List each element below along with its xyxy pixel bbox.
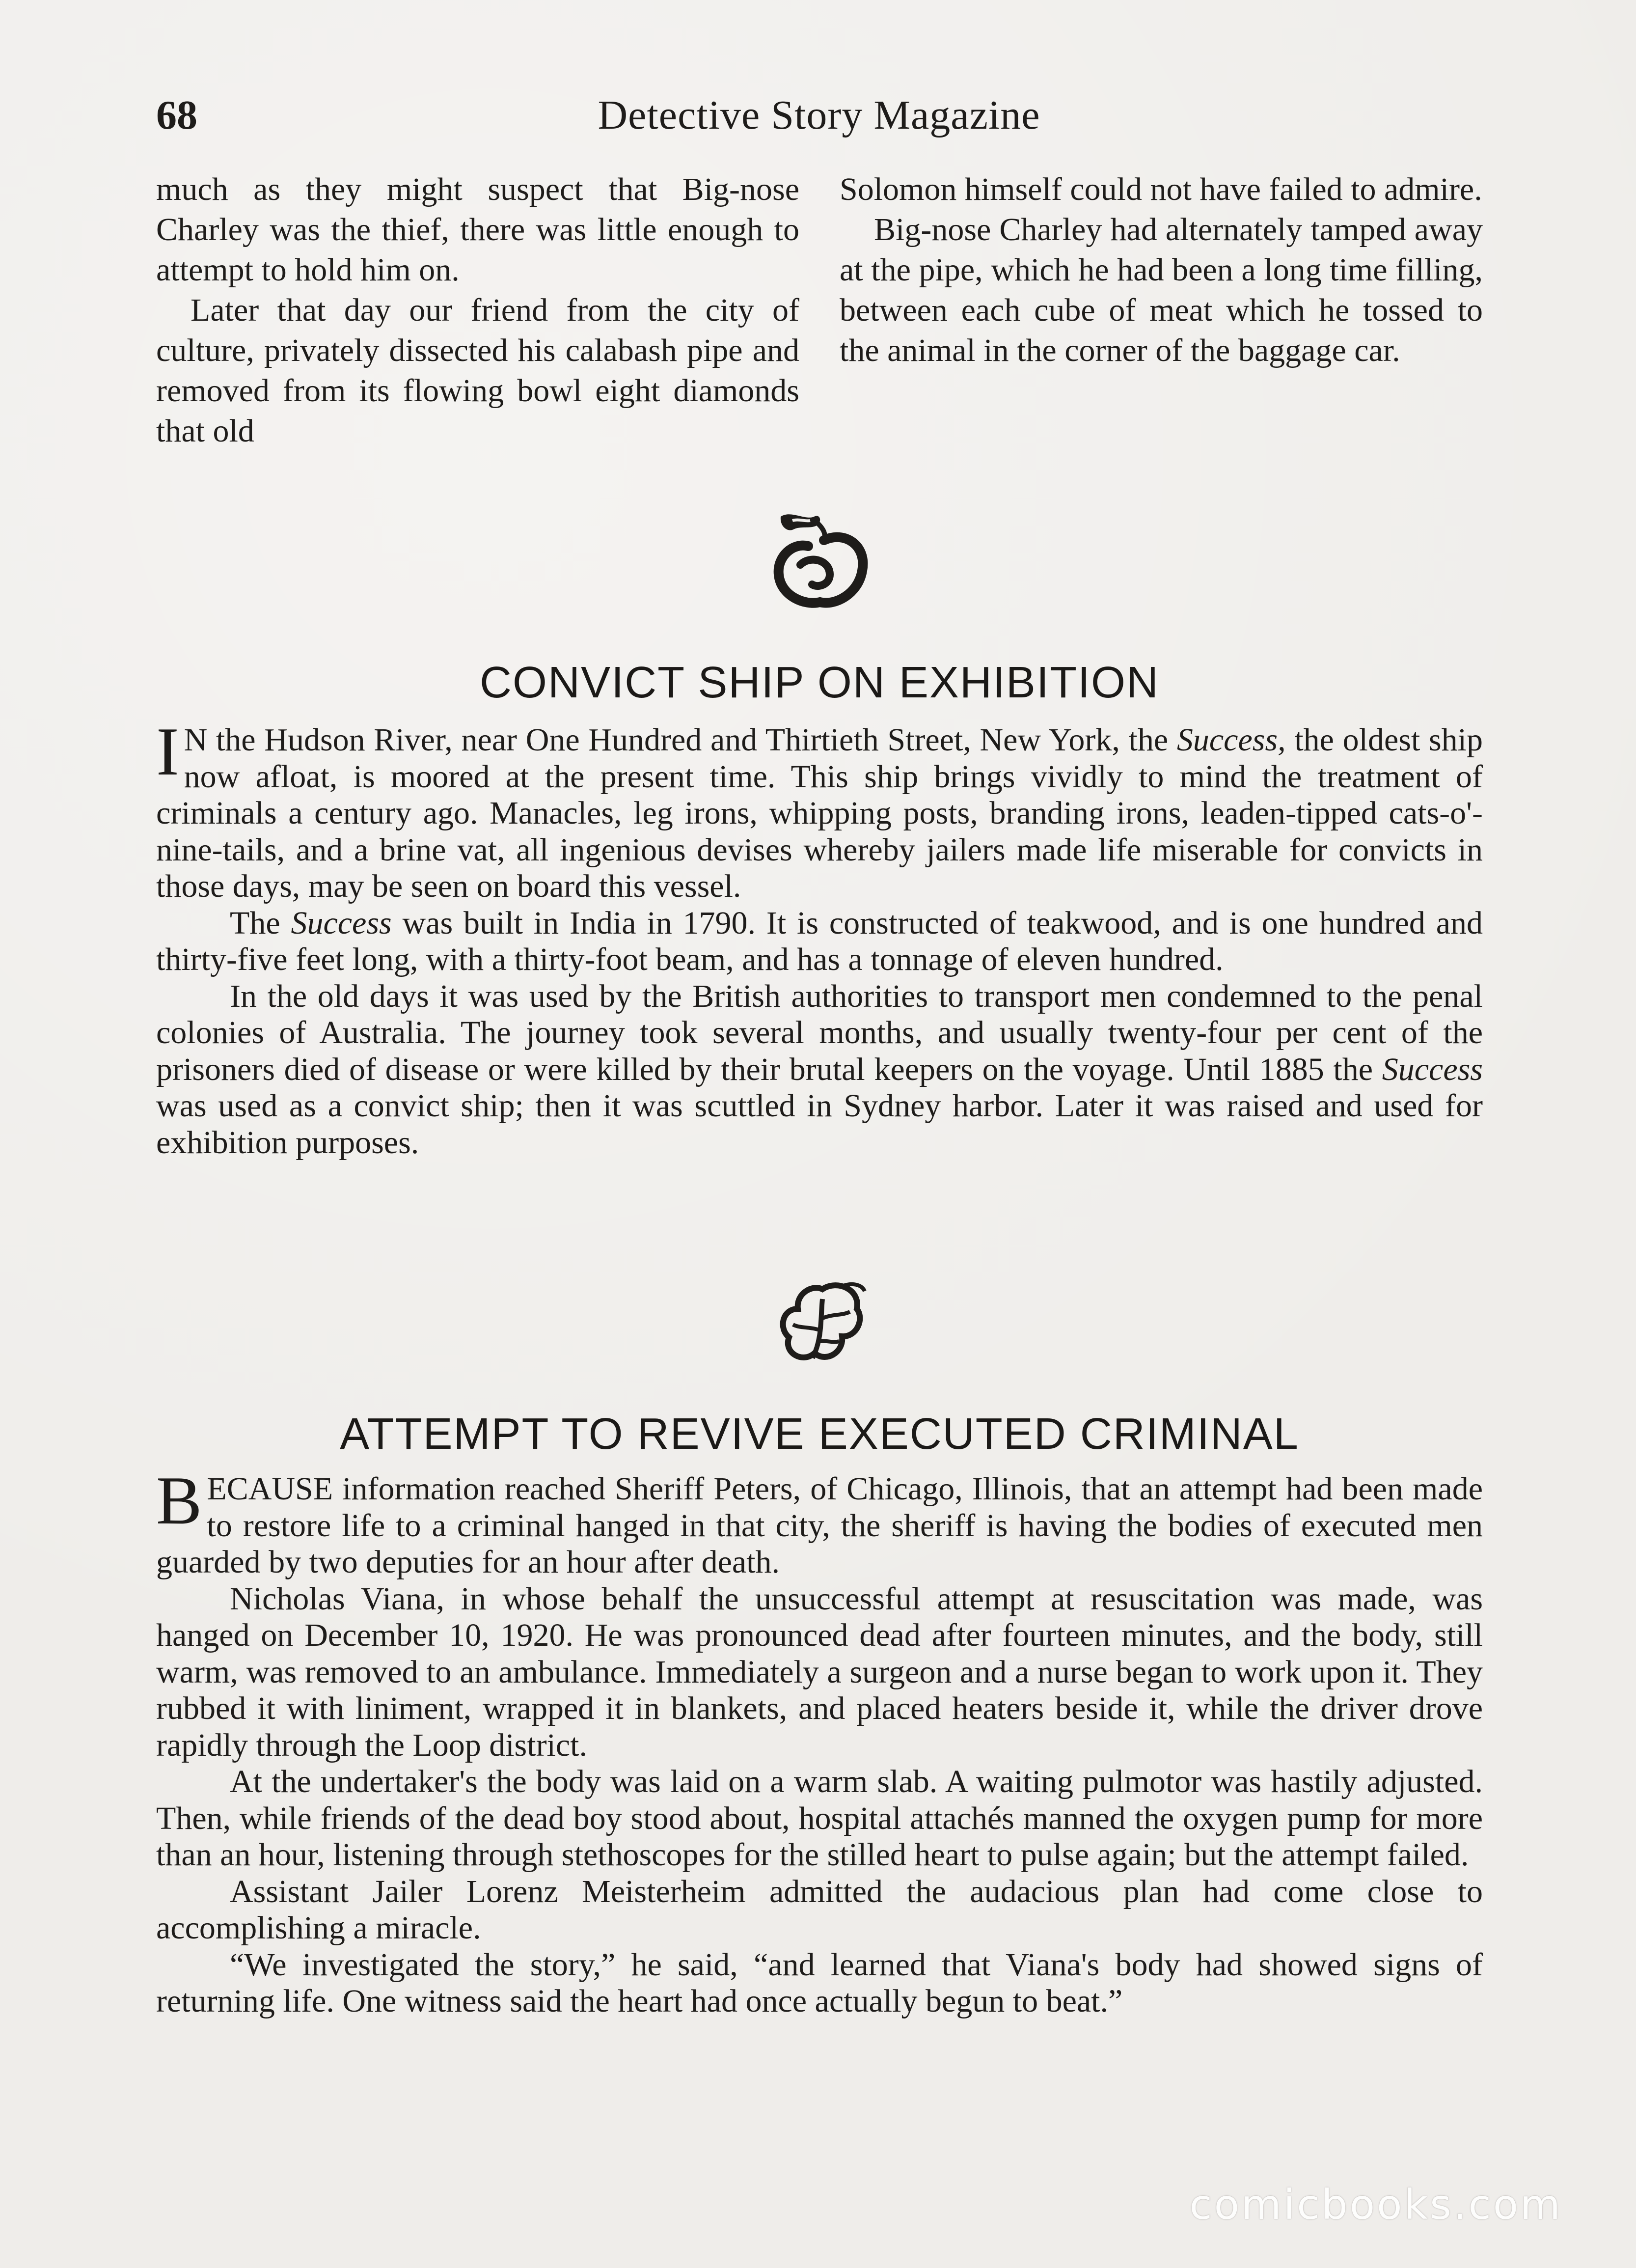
text-run: was used as a convict ship; then it was scuttled in Sydney harbor. Later it was raised and used for exhibition purposes. <box>156 1088 1483 1161</box>
article-1-paragraph-3 <box>156 978 1483 1162</box>
article-2-paragraph-1 <box>156 1463 1483 1581</box>
leaf-ornament-icon <box>778 1279 867 1368</box>
article-2-paragraph-3: At the undertaker's the body was laid on a warm slab. A waiting pulmotor was hastily adjusted. Then, while friends of the dead boy stood about, hospital attachés manned the oxygen pump for more than an hour, listening through stethoscopes for the stilled heart to pulse again; but the attempt failed. <box>156 1764 1483 1873</box>
text-run: N the Hudson River, near One Hundred and Thirtieth Street, New York, the <box>184 722 1177 758</box>
watermark: comicbooks.com <box>1189 2181 1562 2229</box>
right-column <box>840 169 1483 371</box>
dropcap: B <box>156 1463 202 1539</box>
right-paragraph-2: Big-nose Charley had alternately tamped away at the pipe, which he had been a long time filling, between each cube of meat which he tossed to the animal in the corner of the baggage car. <box>840 212 1483 368</box>
text-run: In the old days it was used by the British authorities to transport men condemned to the penal colonies of Australia. The journey took several months, and usually twenty-four per cent of the prisoners died of disease or were killed by their brutal keepers on the voyage. Until 1885 the <box>156 978 1483 1087</box>
ship-name: Success <box>1382 1051 1483 1087</box>
text-run: was built in India in 1790. It is constructed of teakwood, and is one hundred and thirty-five feet long, with a thirty-foot beam, and has a tonnage of eleven hundred. <box>156 905 1483 977</box>
left-column <box>156 169 799 451</box>
article-2-paragraph-2: Nicholas Viana, in whose behalf the unsuccessful attempt at resuscitation was made, was hanged on December 10, 1920. He was pronounced dead after fourteen minutes, and the body, still warm, was removed to an ambulance. Immediately a surgeon and a nurse began to work upon it. They rubbed it with liniment, wrapped it in blankets, and placed heaters beside it, while the driver drove rapidly through the Loop district. <box>156 1580 1483 1763</box>
magazine-title: Detective Story Magazine <box>598 92 1040 138</box>
article-2-title: ATTEMPT TO REVIVE EXECUTED CRIMINAL <box>340 1410 1299 1459</box>
left-paragraph-2: Later that day our friend from the city of culture, privately dissected his calabash pipe and removed from its flowing bowl eight diamonds that old <box>156 292 799 449</box>
right-paragraph-1: Solomon himself could not have failed to admire. <box>840 171 1482 207</box>
left-paragraph-1: much as they might suspect that Big-nose Charley was the thief, there was little enough to attempt to hold him on. <box>156 171 799 288</box>
article-2-paragraph-4: Assistant Jailer Lorenz Meisterheim admitted the audacious plan had come close to accomplishing a miracle. <box>156 1873 1483 1946</box>
text-run: the oldest ship now afloat, is moored at the present time. This ship brings vividly to mind the treatment of criminals a century ago. Manacles, leg irons, whipping posts, branding irons, leaden-tipped cats-o'-nine-tails, and a brine vat, all ingenious devises whereby jailers made life miserable for convicts in those days, may be seen on board this vessel. <box>156 722 1483 904</box>
article-2-body <box>156 1463 1483 2020</box>
dropcap: I <box>156 714 179 790</box>
page-header <box>156 88 1482 142</box>
article-1-paragraph-2 <box>156 905 1483 978</box>
continued-story <box>156 169 1483 464</box>
article-1-paragraph-1 <box>156 714 1483 905</box>
text-run: The <box>230 905 291 941</box>
ship-name: Success, <box>1176 722 1286 758</box>
ship-name: Success <box>291 905 392 941</box>
apple-ornament-icon <box>771 506 869 609</box>
page-number: 68 <box>156 92 197 138</box>
article-1-body <box>156 714 1483 1161</box>
article-1-title: CONVICT SHIP ON EXHIBITION <box>480 658 1159 707</box>
text-run: ECAUSE information reached Sheriff Peters, of Chicago, Illinois, that an attempt had been made to restore life to a criminal hanged in that city, the sheriff is having the bodies of executed men guarded by two deputies for an hour after death. <box>156 1471 1483 1580</box>
article-2-paragraph-5: “We investigated the story,” he said, “and learned that Viana's body had showed signs of returning life. One witness said the heart had once actually begun to beat.” <box>156 1946 1483 2019</box>
